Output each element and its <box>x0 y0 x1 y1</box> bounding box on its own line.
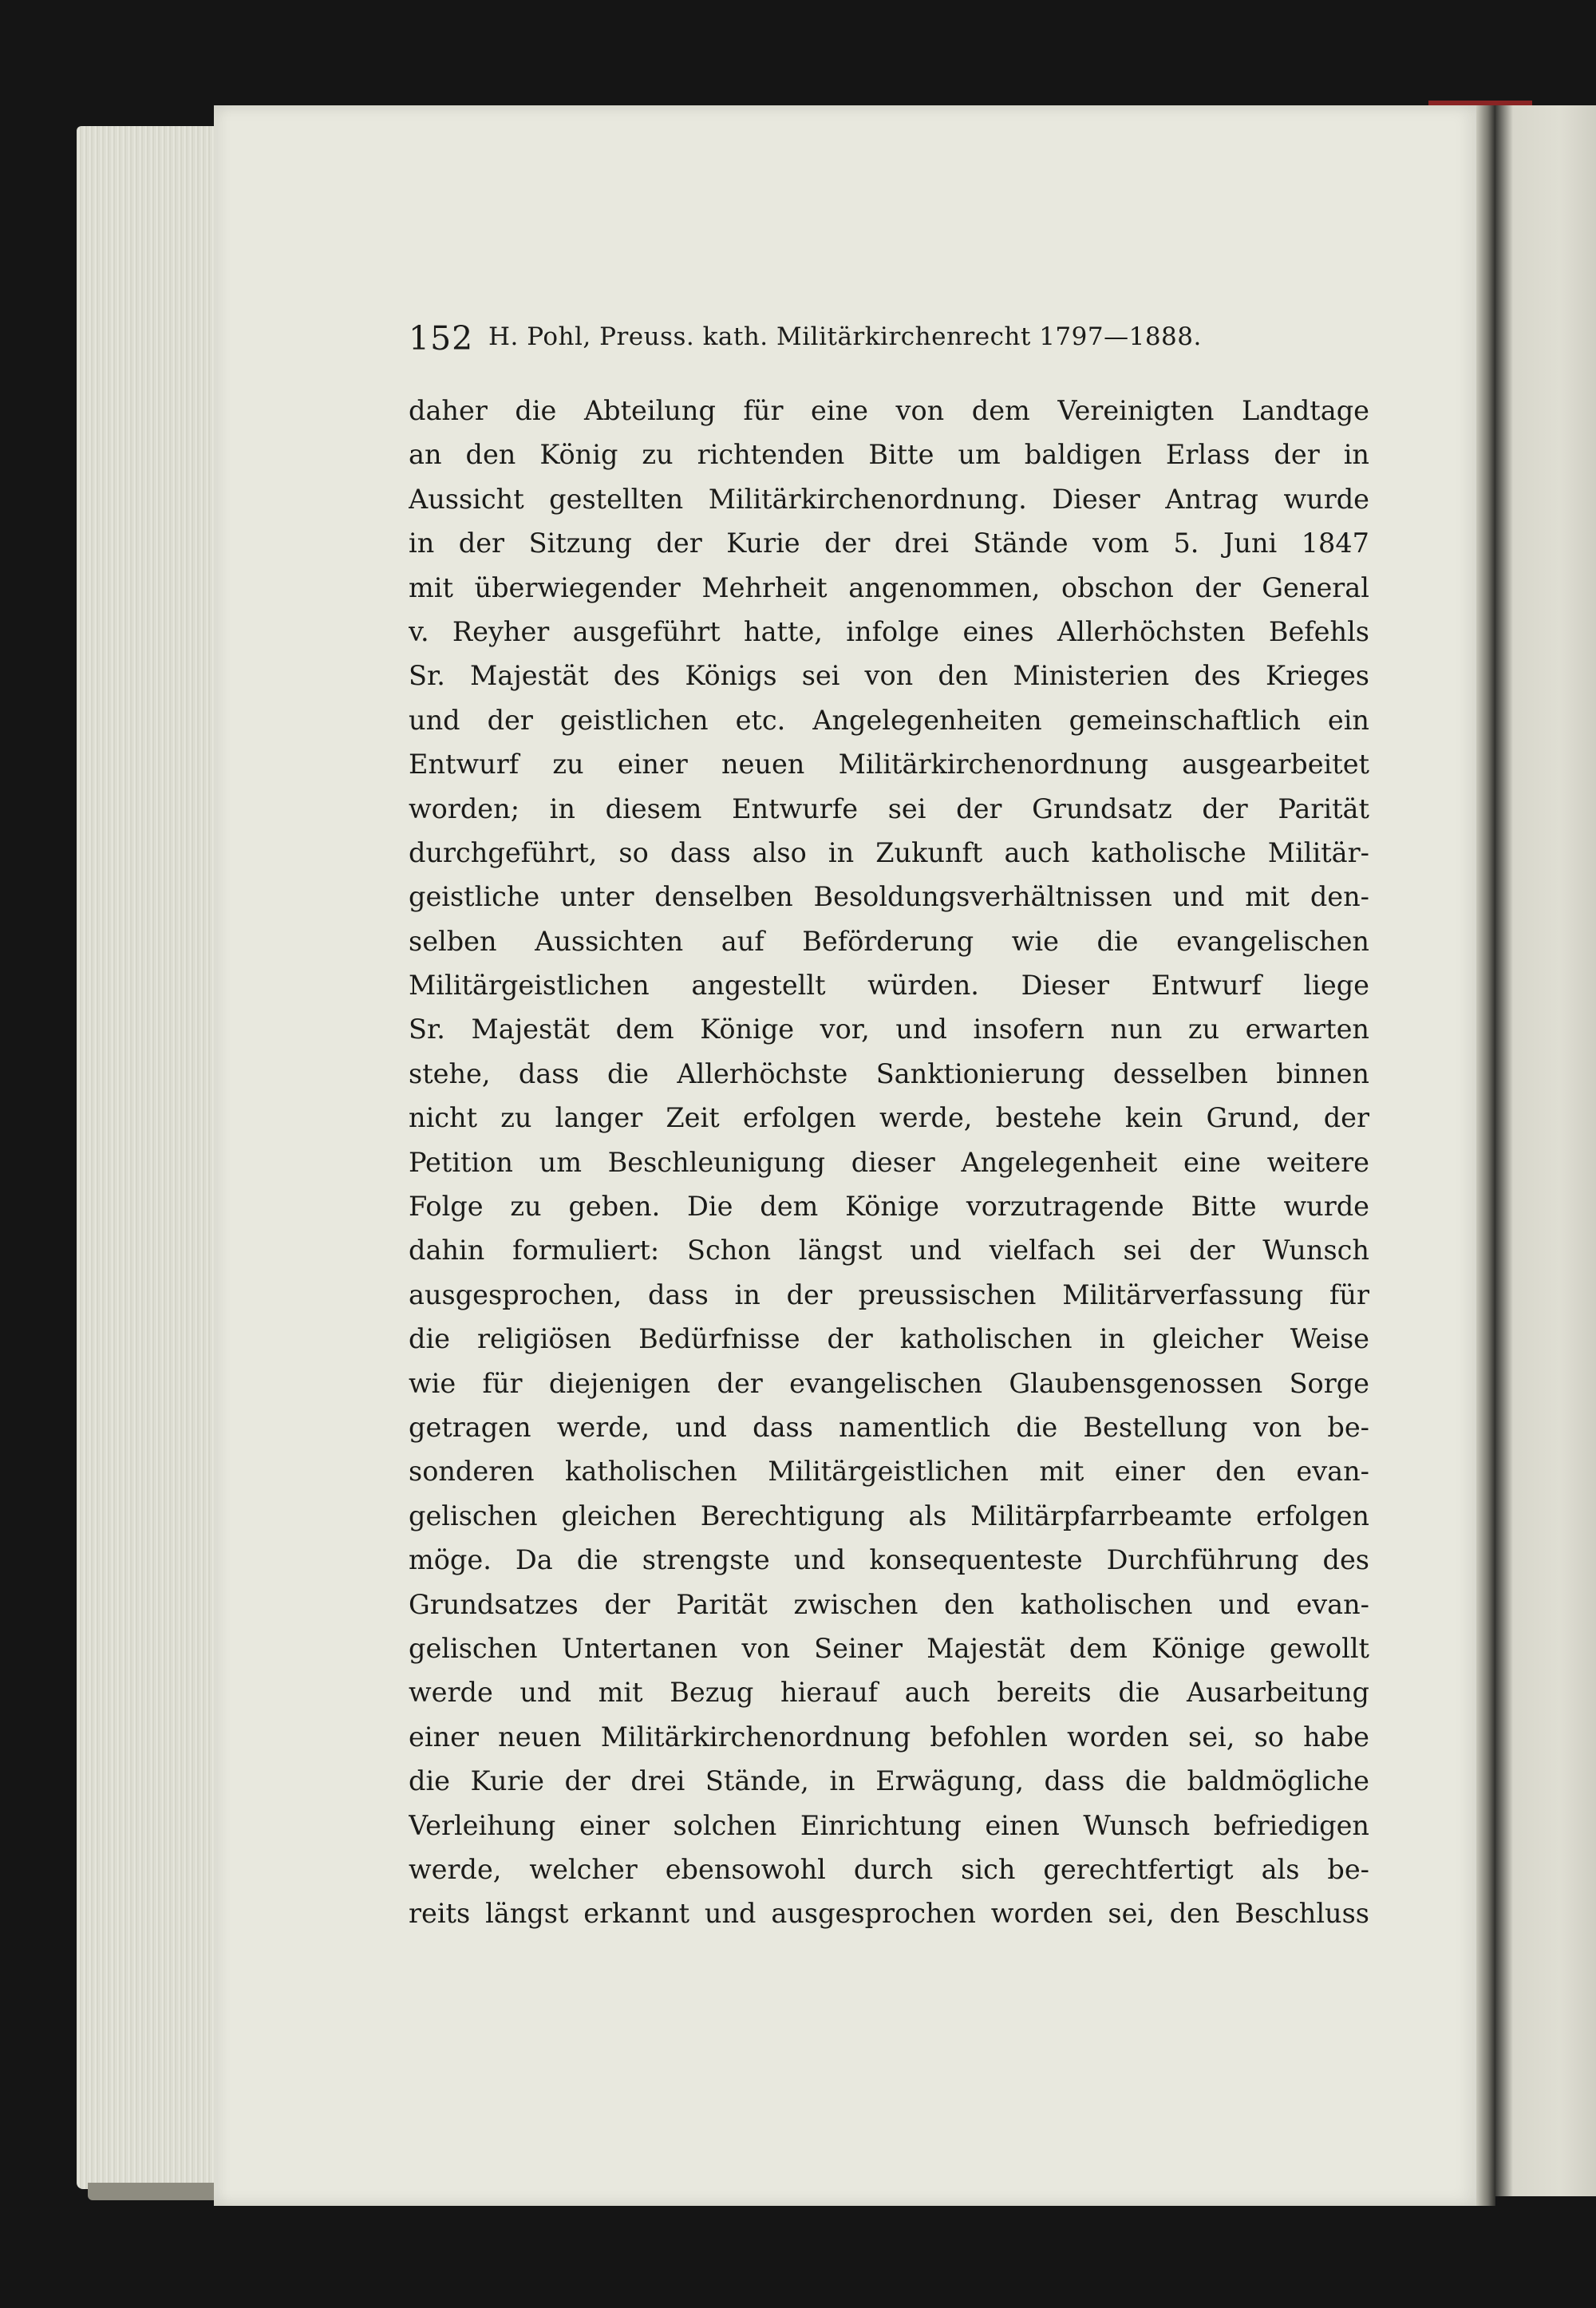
text-line: Petition um Beschleunigung dieser Angelegenheit eine weitere <box>409 1146 1369 1178</box>
body-text <box>409 389 1369 1936</box>
text-line: dahin formuliert: Schon längst und vielfach sei der Wunsch <box>409 1235 1369 1267</box>
book-gutter <box>1476 101 1495 2206</box>
text-line: stehe, dass die Allerhöchste Sanktionierung desselben binnen <box>409 1057 1369 1089</box>
text-line: in der Sitzung der Kurie der drei Stände vom 5. Juni 1847 <box>409 528 1369 559</box>
page-number: 152 <box>409 319 474 358</box>
text-line: v. Reyher ausgeführt hatte, infolge eines Allerhöchsten Befehls <box>409 615 1369 647</box>
text-line: Folge zu geben. Die dem Könige vorzutragende Bitte wurde <box>409 1191 1369 1223</box>
text-line: nicht zu langer Zeit erfolgen werde, bestehe kein Grund, der <box>409 1102 1369 1134</box>
text-line: möge. Da die strengste und konsequenteste Durchführung des <box>409 1544 1369 1576</box>
text-line: Grundsatzes der Parität zwischen den katholischen und evan- <box>409 1588 1369 1620</box>
text-line: daher die Abteilung für eine von dem Vereinigten Landtage <box>409 395 1369 426</box>
text-line: einer neuen Militärkirchenordnung befohlen worden sei, so habe <box>409 1721 1369 1753</box>
text-line: selben Aussichten auf Beförderung wie die evangelischen <box>409 925 1369 957</box>
text-line: gelischen Untertanen von Seiner Majestät dem Könige gewollt <box>409 1632 1369 1664</box>
text-line: und der geistlichen etc. Angelegenheiten gemeinschaftlich ein <box>409 704 1369 736</box>
text-line: sonderen katholischen Militärgeistlichen mit einer den evan- <box>409 1456 1369 1488</box>
ribbon-marker <box>1428 101 1532 105</box>
page-header <box>409 319 1382 367</box>
text-line: wie für diejenigen der evangelischen Glaubensgenossen Sorge <box>409 1367 1369 1399</box>
text-line: Militärgeistlichen angestellt würden. Dieser Entwurf liege <box>409 970 1369 1002</box>
text-line: Verleihung einer solchen Einrichtung einen Wunsch befriedigen <box>409 1809 1369 1841</box>
text-line: an den König zu richtenden Bitte um baldigen Erlass der in <box>409 439 1369 471</box>
text-line: werde, welcher ebensowohl durch sich gerechtfertigt als be- <box>409 1853 1369 1885</box>
adjacent-page-edge <box>1495 105 1596 2196</box>
page-edges <box>77 126 228 2189</box>
text-line: werde und mit Bezug hierauf auch bereits die Ausarbeitung <box>409 1677 1369 1709</box>
text-line: mit überwiegender Mehrheit angenommen, obschon der General <box>409 571 1369 603</box>
running-title: H. Pohl, Preuss. kath. Militärkirchenrecht 1797—1888. <box>488 322 1202 351</box>
text-line: Sr. Majestät des Königs sei von den Ministerien des Krieges <box>409 660 1369 692</box>
text-line: worden; in diesem Entwurfe sei der Grundsatz der Parität <box>409 792 1369 824</box>
text-line: Aussicht gestellten Militärkirchenordnung. Dieser Antrag wurde <box>409 483 1369 515</box>
text-line: Sr. Majestät dem Könige vor, und insofern nun zu erwarten <box>409 1014 1369 1045</box>
text-line: Entwurf zu einer neuen Militärkirchenordnung ausgearbeitet <box>409 749 1369 781</box>
text-line: reits längst erkannt und ausgesprochen worden sei, den Beschluss <box>409 1898 1369 1930</box>
text-line: die Kurie der drei Stände, in Erwägung, dass die baldmögliche <box>409 1765 1369 1797</box>
text-line: gelischen gleichen Berechtigung als Militärpfarrbeamte erfolgen <box>409 1500 1369 1531</box>
text-line: ausgesprochen, dass in der preussischen Militärverfassung für <box>409 1278 1369 1310</box>
text-line: durchgeführt, so dass also in Zukunft auch katholische Militär- <box>409 836 1369 868</box>
text-line: die religiösen Bedürfnisse der katholischen in gleicher Weise <box>409 1323 1369 1355</box>
text-line: geistliche unter denselben Besoldungsverhältnissen und mit den- <box>409 881 1369 913</box>
text-line: getragen werde, und dass namentlich die Bestellung von be- <box>409 1411 1369 1443</box>
